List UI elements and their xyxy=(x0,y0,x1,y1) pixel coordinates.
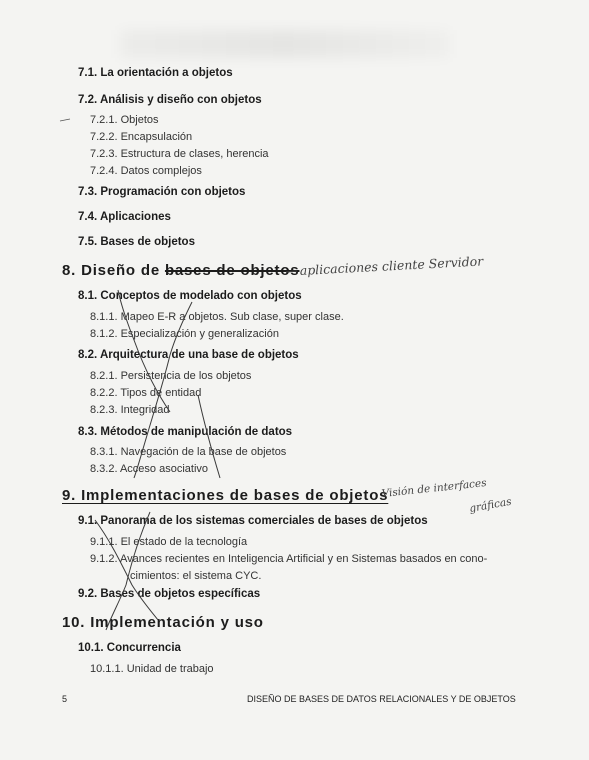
chapter-8-heading xyxy=(62,263,299,278)
toc-entry-10-1-1: 10.1.1. Unidad de trabajo xyxy=(90,663,214,675)
toc-entry-7-5: 7.5. Bases de objetos xyxy=(78,236,195,248)
toc-entry-7-2-1: 7.2.1. Objetos xyxy=(90,114,159,126)
toc-entry-8-1-1: 8.1.1. Mapeo E-R a objetos. Sub clase, super clase. xyxy=(90,311,344,323)
toc-entry-9-1-2: 9.1.2. Avances recientes en Inteligencia Artificial y en Sistemas basados en cono- xyxy=(90,553,488,565)
toc-entry-8-1: 8.1. Conceptos de modelado con objetos xyxy=(78,290,302,302)
toc-entry-9-1: 9.1. Panorama de los sistemas comerciales de bases de objetos xyxy=(78,515,428,527)
toc-entry-8-2: 8.2. Arquitectura de una base de objetos xyxy=(78,349,299,361)
toc-entry-9-2: 9.2. Bases de objetos específicas xyxy=(78,588,261,600)
running-title: DISEÑO DE BASES DE DATOS RELACIONALES Y DE OBJETOS xyxy=(247,694,516,704)
chapter-9-heading: 9. Implementaciones de bases de objetos xyxy=(62,487,389,504)
toc-entry-7-1: 7.1. La orientación a objetos xyxy=(78,67,233,79)
toc-entry-8-3: 8.3. Métodos de manipulación de datos xyxy=(78,426,293,438)
chapter-10-heading: 10. Implementación y uso xyxy=(62,614,264,631)
pen-tick xyxy=(60,119,70,121)
toc-entry-8-2-2: 8.2.2. Tipos de entidad xyxy=(90,387,202,399)
toc-entry-8-2-1: 8.2.1. Persistencia de los objetos xyxy=(90,370,252,382)
toc-entry-7-2-4: 7.2.4. Datos complejos xyxy=(90,165,202,177)
toc-entry-9-1-2-continuation: cimientos: el sistema CYC. xyxy=(130,570,262,582)
toc-entry-8-2-3: 8.2.3. Integridad xyxy=(90,404,170,416)
toc-entry-7-3: 7.3. Programación con objetos xyxy=(78,186,246,198)
chapter-8-struck-text: bases de objetos xyxy=(164,262,300,279)
page-number: 5 xyxy=(62,694,68,704)
chapter-8-title: 8. Diseño de xyxy=(62,262,165,279)
toc-entry-8-3-2: 8.3.2. Acceso asociativo xyxy=(90,463,209,475)
handwritten-note-chapter-8: aplicaciones cliente Servidor xyxy=(299,253,484,278)
handwritten-note-chapter-9-line2: gráficas xyxy=(468,495,513,515)
toc-entry-10-1: 10.1. Concurrencia xyxy=(78,642,181,654)
bleed-through-artifact xyxy=(120,30,450,58)
toc-entry-7-4: 7.4. Aplicaciones xyxy=(78,211,171,223)
toc-entry-8-3-1: 8.3.1. Navegación de la base de objetos xyxy=(90,446,287,458)
toc-entry-7-2-2: 7.2.2. Encapsulación xyxy=(90,131,193,143)
toc-entry-7-2-3: 7.2.3. Estructura de clases, herencia xyxy=(90,148,269,160)
toc-entry-7-2: 7.2. Análisis y diseño con objetos xyxy=(78,94,262,106)
handwritten-note-chapter-9-line1: Visión de interfaces xyxy=(381,477,488,500)
toc-entry-9-1-1: 9.1.1. El estado de la tecnología xyxy=(90,536,248,548)
toc-entry-8-1-2: 8.1.2. Especialización y generalización xyxy=(90,328,279,340)
